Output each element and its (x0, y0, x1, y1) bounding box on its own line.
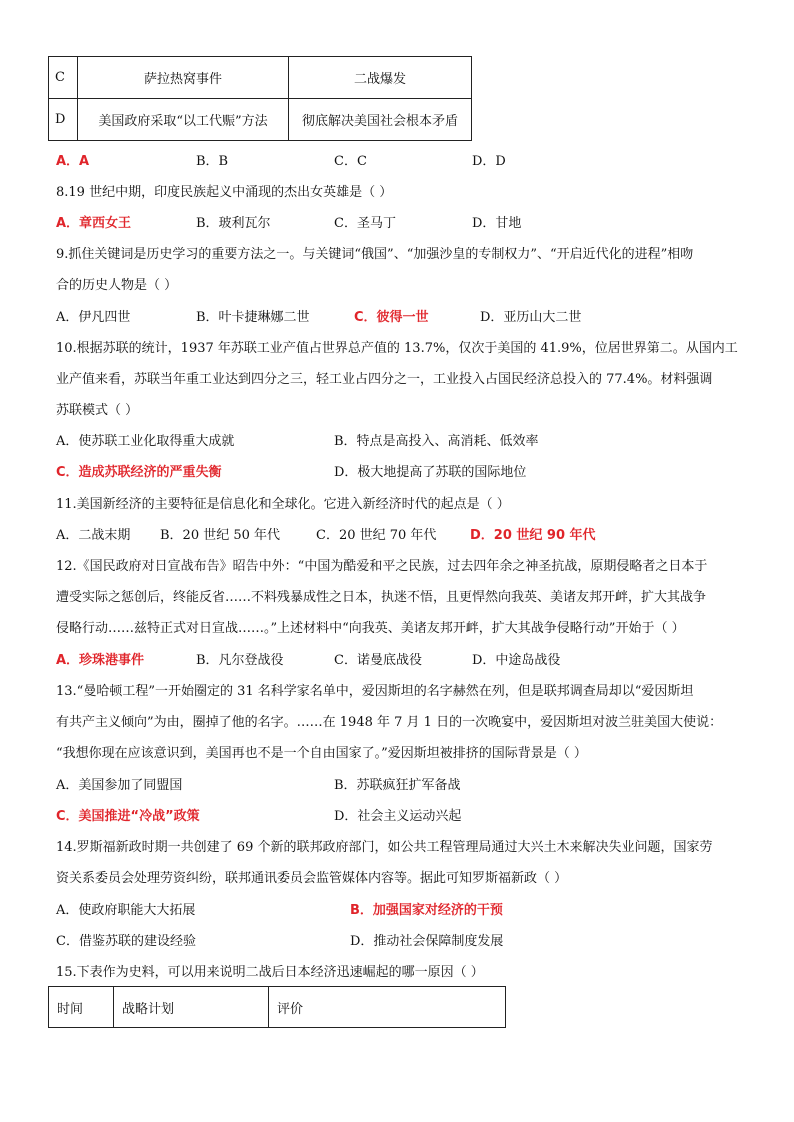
q8-option-a: A．章西女王 (56, 216, 132, 231)
q11-option-c: C．20 世纪 70 年代 (316, 528, 437, 543)
q9-option-a: A．伊凡四世 (56, 310, 131, 325)
q8-option-b: B．玻利瓦尔 (196, 216, 271, 231)
q8-option-c: C．圣马丁 (334, 216, 396, 231)
q14-option-b: B．加强国家对经济的干预 (350, 903, 503, 918)
q10-option-c: C．造成苏联经济的严重失衡 (56, 465, 222, 480)
q15-table (48, 986, 506, 1028)
q11-stem: 11.美国新经济的主要特征是信息化和全球化。它进入新经济时代的起点是（ ） (56, 497, 510, 512)
q9-option-b: B．叶卡捷琳娜二世 (196, 310, 310, 325)
q8-option-d: D．甘地 (472, 216, 522, 231)
q14-stem-line-2: 资关系委员会处理劳资纠纷，联邦通讯委员会监管媒体内容等。据此可知罗斯福新政（ ） (56, 871, 568, 886)
q13-stem-line-3: “我想你现在应该意识到，美国再也不是一个自由国家了。”爱因斯坦被排挤的国际背景是（ ） (56, 746, 587, 761)
q10-stem-line-1: 10.根据苏联的统计，1937 年苏联工业产值占世界总产值的 13.7%，仅次于美国的 41.9%，位居世界第二。从国内工 (56, 341, 738, 356)
q12-option-d: D．中途岛战役 (472, 653, 561, 668)
q12-stem-line-1: 12.《国民政府对日宣战布告》昭告中外：“中国为酷爱和平之民族，过去四年余之神圣抗战，原期侵略者之日本于 (56, 559, 708, 574)
q14-option-a: A．使政府职能大大拓展 (56, 903, 196, 918)
q15-stem: 15.下表作为史料，可以用来说明二战后日本经济迅速崛起的哪一原因（ ） (56, 965, 484, 980)
q13-option-c: C．美国推进“冷战”政策 (56, 809, 200, 824)
q14-option-d: D．推动社会保障制度发展 (350, 934, 504, 949)
q9-stem-line-2: 合的历史人物是（ ） (56, 278, 178, 293)
q10-option-b: B．特点是高投入、高消耗、低效率 (334, 434, 539, 449)
q7-option-c: C．C (334, 154, 367, 169)
q13-option-a: A．美国参加了同盟国 (56, 778, 183, 793)
q10-option-d: D．极大地提高了苏联的国际地位 (334, 465, 527, 480)
q12-option-a: A．珍珠港事件 (56, 653, 145, 668)
header-plan: 战略计划 (114, 987, 269, 1028)
q10-stem-line-2: 业产值来看，苏联当年重工业达到四分之三，轻工业占四分之一，工业投入占国民经济总投入的 77.4%。材料强调 (56, 372, 713, 387)
q11-option-b: B．20 世纪 50 年代 (160, 528, 281, 543)
q12-option-c: C．诺曼底战役 (334, 653, 422, 668)
q14-option-c: C．借鉴苏联的建设经验 (56, 934, 196, 949)
q7-option-a: A．A (56, 154, 90, 169)
q13-option-b: B．苏联疯狂扩军备战 (334, 778, 461, 793)
q13-stem-line-1: 13.“曼哈顿工程”一开始圈定的 31 名科学家名单中，爱因斯坦的名字赫然在列，但是联邦调查局却以“爱因斯坦 (56, 684, 694, 699)
row-label: D (49, 99, 78, 141)
row-event: 萨拉热窝事件 (78, 57, 289, 99)
q7-table (48, 56, 472, 141)
table-row (49, 57, 472, 99)
q14-stem-line-1: 14.罗斯福新政时期一共创建了 69 个新的联邦政府部门，如公共工程管理局通过大兴土木来解决失业问题，国家劳 (56, 840, 713, 855)
row-result: 彻底解决美国社会根本矛盾 (289, 99, 472, 141)
q12-option-b: B．凡尔登战役 (196, 653, 284, 668)
q7-option-d: D．D (472, 154, 506, 169)
header-time: 时间 (49, 987, 114, 1028)
row-result: 二战爆发 (289, 57, 472, 99)
q10-option-a: A．使苏联工业化取得重大成就 (56, 434, 235, 449)
q9-option-d: D．亚历山大二世 (480, 310, 582, 325)
q11-option-a: A．二战末期 (56, 528, 131, 543)
row-label: C (49, 57, 78, 99)
q12-stem-line-3: 侵略行动……兹特正式对日宣战……。”上述材料中“向我英、美诸友邦开衅，扩大其战争侵略行动”开始于（ ） (56, 621, 685, 636)
q9-stem-line-1: 9.抓住关键词是历史学习的重要方法之一。与关键词“俄国”、“加强沙皇的专制权力”、“开启近代化的进程”相吻 (56, 247, 694, 262)
q10-stem-line-3: 苏联模式（ ） (56, 403, 139, 418)
q9-option-c: C．彼得一世 (354, 310, 429, 325)
table-header-row (49, 987, 506, 1028)
q13-option-d: D．社会主义运动兴起 (334, 809, 462, 824)
q13-stem-line-2: 有共产主义倾向”为由，圈掉了他的名字。……在 1948 年 7 月 1 日的一次晚宴中，爱因斯坦对波兰驻美国大使说： (56, 715, 723, 730)
q7-option-b: B．B (196, 154, 229, 169)
q8-stem: 8.19 世纪中期，印度民族起义中涌现的杰出女英雄是（ ） (56, 185, 393, 200)
row-event: 美国政府采取“以工代赈”方法 (78, 99, 289, 141)
header-evaluation: 评价 (269, 987, 506, 1028)
table-row (49, 99, 472, 141)
q12-stem-line-2: 遭受实际之惩创后，终能反省……不料残暴成性之日本，执迷不悟，且更悍然向我英、美诸友邦开衅，扩大其战争 (56, 590, 707, 605)
q11-option-d: D．20 世纪 90 年代 (470, 528, 596, 543)
